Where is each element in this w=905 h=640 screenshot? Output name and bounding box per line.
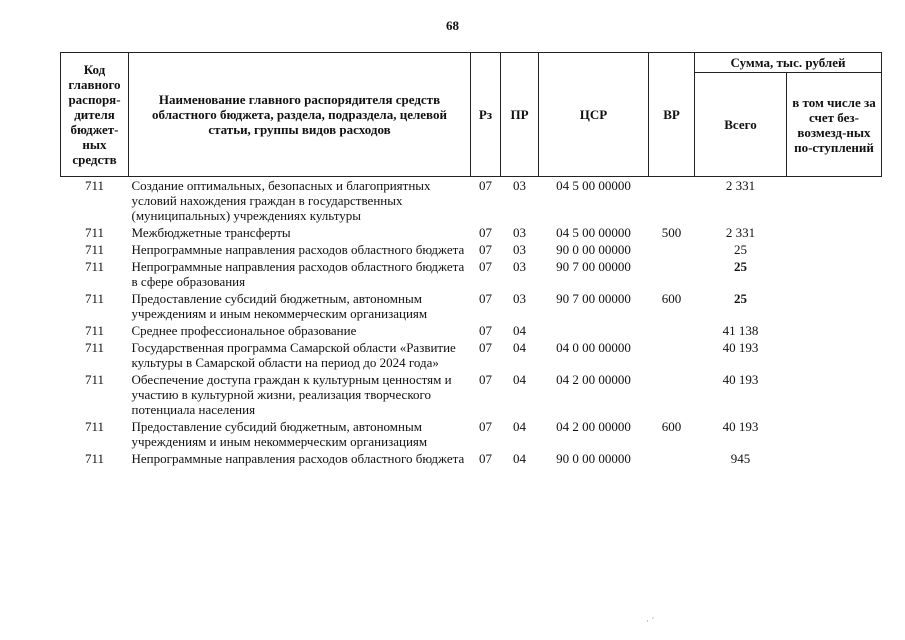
row-rz: 07 xyxy=(479,225,492,240)
row-total: 41 138 xyxy=(722,323,759,338)
row-rz: 07 xyxy=(479,178,492,193)
row-incl xyxy=(787,177,882,225)
row-total: 40 193 xyxy=(722,419,759,434)
row-name: Создание оптимальных, безопасных и благоприятных условий нахождения граждан в государственных (муниципальных) учреждениях культуры xyxy=(131,178,431,223)
row-name: Предоставление субсидий бюджетным, автономным учреждениям и иным некоммерческим организациям xyxy=(131,291,428,321)
header-pr: ПР xyxy=(501,53,539,177)
row-csr: 04 0 00 00000 xyxy=(556,340,631,355)
table-body xyxy=(61,177,882,468)
row-code: 711 xyxy=(84,225,105,240)
row-vr xyxy=(649,258,695,290)
row-vr: 500 xyxy=(661,225,682,240)
row-vr xyxy=(649,450,695,467)
table-row xyxy=(61,177,882,225)
budget-table xyxy=(60,52,882,467)
row-name: Непрограммные направления расходов областного бюджета xyxy=(131,242,465,257)
row-csr: 90 7 00 00000 xyxy=(556,259,631,274)
row-pr: 03 xyxy=(513,259,526,274)
row-pr: 04 xyxy=(513,323,526,338)
row-name: Непрограммные направления расходов областного бюджета xyxy=(131,451,465,466)
row-total: 25 xyxy=(734,259,747,274)
row-total: 25 xyxy=(734,291,747,306)
row-csr: 04 2 00 00000 xyxy=(556,372,631,387)
row-vr xyxy=(649,371,695,418)
table-row xyxy=(61,371,882,418)
row-code: 711 xyxy=(84,291,105,306)
row-code: 711 xyxy=(84,340,105,355)
row-code: 711 xyxy=(84,323,105,338)
table-row xyxy=(61,241,882,258)
row-pr: 03 xyxy=(513,225,526,240)
header-incl: в том числе за счет без-возмезд-ных по-ступлений xyxy=(787,73,882,177)
table-row xyxy=(61,322,882,339)
row-csr xyxy=(539,322,649,339)
row-rz: 07 xyxy=(479,291,492,306)
row-code: 711 xyxy=(84,178,105,193)
row-code: 711 xyxy=(84,259,105,274)
header-code: Код главного распоря-дителя бюджет-ных средств xyxy=(61,53,129,177)
row-rz: 07 xyxy=(479,451,492,466)
row-rz: 07 xyxy=(479,323,492,338)
row-code: 711 xyxy=(84,451,105,466)
row-total: 945 xyxy=(730,451,751,466)
table-row xyxy=(61,418,882,450)
row-csr: 90 0 00 00000 xyxy=(556,242,631,257)
header-csr: ЦСР xyxy=(539,53,649,177)
table-row xyxy=(61,339,882,371)
table-row xyxy=(61,290,882,322)
row-pr: 03 xyxy=(513,178,526,193)
row-rz: 07 xyxy=(479,259,492,274)
row-vr xyxy=(649,177,695,225)
row-incl xyxy=(787,241,882,258)
row-vr: 600 xyxy=(661,291,682,306)
row-pr: 03 xyxy=(513,291,526,306)
row-name: Межбюджетные трансферты xyxy=(131,225,291,240)
row-vr xyxy=(649,322,695,339)
row-incl xyxy=(787,339,882,371)
row-code: 711 xyxy=(84,372,105,387)
scan-mark: · ´ xyxy=(646,616,655,626)
row-pr: 04 xyxy=(513,451,526,466)
row-total: 40 193 xyxy=(722,372,759,387)
row-name: Обеспечение доступа граждан к культурным ценностям и участию в культурной жизни, реализация творческого потенциала населения xyxy=(131,372,452,417)
row-csr: 04 5 00 00000 xyxy=(556,225,631,240)
row-pr: 04 xyxy=(513,419,526,434)
table-row xyxy=(61,224,882,241)
row-total: 2 331 xyxy=(725,225,756,240)
row-incl xyxy=(787,224,882,241)
row-name: Государственная программа Самарской области «Развитие культуры в Самарской области на период до 2024 года» xyxy=(131,340,456,370)
row-rz: 07 xyxy=(479,419,492,434)
row-incl xyxy=(787,322,882,339)
row-pr: 04 xyxy=(513,372,526,387)
header-sum: Сумма, тыс. рублей xyxy=(695,53,882,73)
row-name: Непрограммные направления расходов областного бюджета в сфере образования xyxy=(131,259,465,289)
header-vr: ВР xyxy=(649,53,695,177)
row-name: Среднее профессиональное образование xyxy=(131,323,357,338)
row-total: 25 xyxy=(734,242,747,257)
row-vr: 600 xyxy=(661,419,682,434)
row-pr: 04 xyxy=(513,340,526,355)
row-incl xyxy=(787,258,882,290)
row-csr: 04 5 00 00000 xyxy=(556,178,631,193)
row-csr: 90 0 00 00000 xyxy=(556,451,631,466)
row-incl xyxy=(787,290,882,322)
header-rz: Рз xyxy=(471,53,501,177)
row-rz: 07 xyxy=(479,372,492,387)
table-row xyxy=(61,258,882,290)
row-incl xyxy=(787,371,882,418)
row-rz: 07 xyxy=(479,340,492,355)
row-code: 711 xyxy=(84,419,105,434)
row-total: 40 193 xyxy=(722,340,759,355)
page-number: 68 xyxy=(446,18,459,33)
header-name: Наименование главного распорядителя средств областного бюджета, раздела, подраздела, целевой статьи, группы видов расходов xyxy=(129,53,471,177)
table-row xyxy=(61,450,882,467)
row-incl xyxy=(787,418,882,450)
row-vr xyxy=(649,241,695,258)
row-pr: 03 xyxy=(513,242,526,257)
row-vr xyxy=(649,339,695,371)
table-header xyxy=(61,53,882,177)
header-total: Всего xyxy=(695,73,787,177)
row-csr: 04 2 00 00000 xyxy=(556,419,631,434)
row-total: 2 331 xyxy=(725,178,756,193)
row-csr: 90 7 00 00000 xyxy=(556,291,631,306)
row-rz: 07 xyxy=(479,242,492,257)
row-incl xyxy=(787,450,882,467)
row-code: 711 xyxy=(84,242,105,257)
row-name: Предоставление субсидий бюджетным, автономным учреждениям и иным некоммерческим организациям xyxy=(131,419,428,449)
